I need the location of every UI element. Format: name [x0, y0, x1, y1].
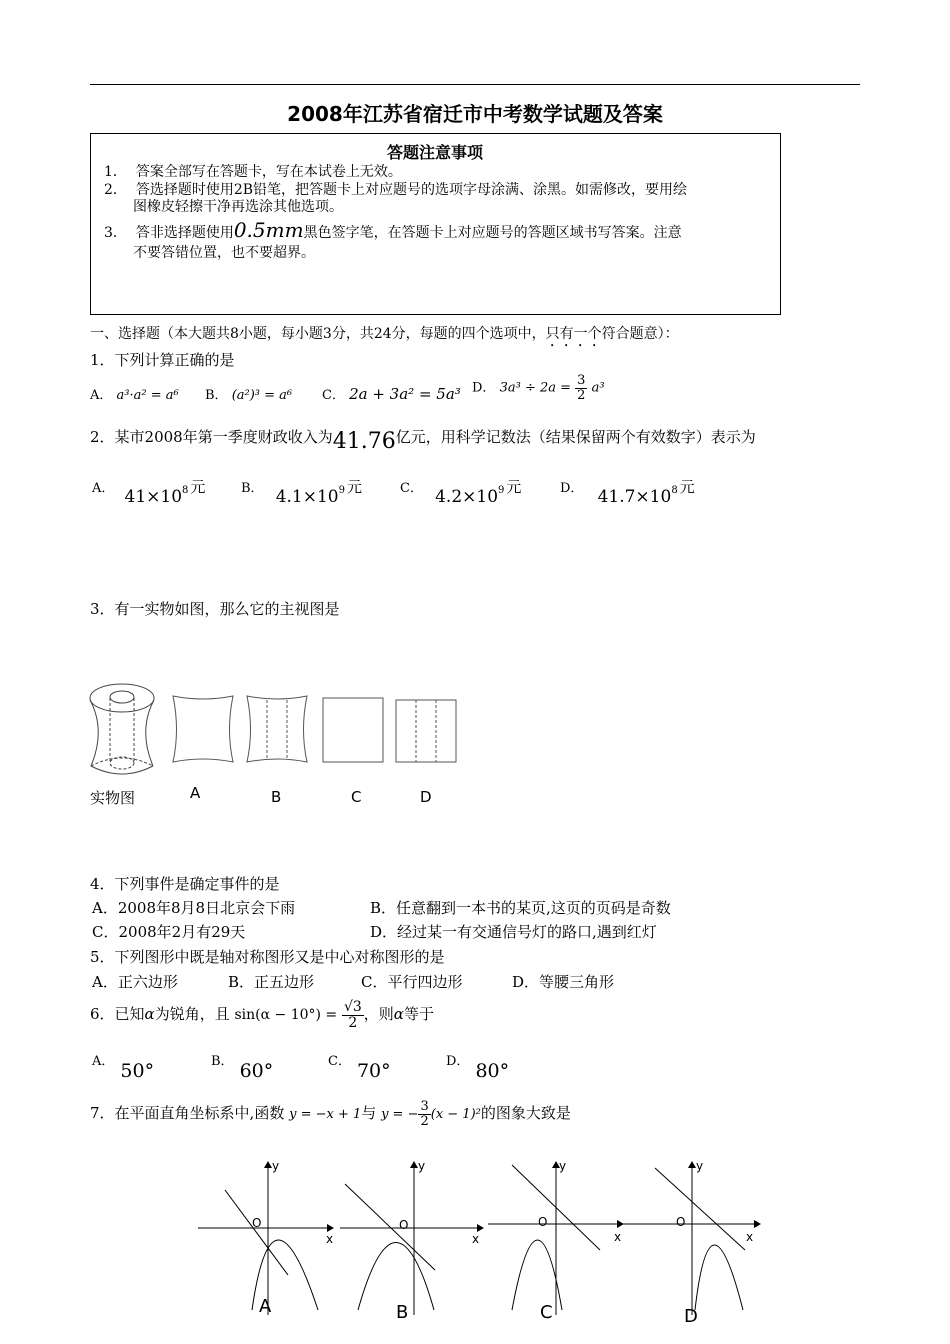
- notice-item-2-cont: 图橡皮轻擦干净再选涂其他选项。: [133, 199, 343, 215]
- q5-option-c: C．平行四边形: [361, 973, 463, 991]
- q3-label-a: A: [190, 784, 201, 802]
- notice-item-2: 2． 答选择题时使用2B铅笔，把答题卡上对应题号的选项字母涂满、涂黑。如需修改，要用绘: [104, 182, 688, 198]
- notice-item-3-cont: 不要答错位置，也不要超界。: [133, 245, 315, 261]
- section-heading: 一、选择题（本大题共8小题，每小题3分，共24分，每题的四个选项中，只有一个符合题意）：: [90, 326, 679, 342]
- q1-option-d: D． 3a³ ÷ 2a = $\frac{3}{2}$ a³: [472, 373, 605, 403]
- graph-a-x-label: x: [326, 1232, 334, 1246]
- graph-d-origin: O: [676, 1215, 686, 1229]
- q5-option-b: B．正五边形: [228, 973, 315, 991]
- q3-stem: 3．有一实物如图，那么它的主视图是: [90, 600, 340, 618]
- q7-stem: 7．在平面直角坐标系中,函数 y = −x + 1与 y = − $\frac{3}{2}$ (x − 1)²的图象大致是: [90, 1099, 571, 1129]
- q1-option-b: B． (a²)³ = a⁶: [205, 388, 293, 403]
- q2-option-c: C． $4.2\times 10^9$ 元: [400, 478, 522, 507]
- header-rule: [90, 84, 860, 85]
- q6-stem: 6．已知α为锐角，且 sin(α − 10°) = $\frac{√3}{2}$ ，则α等于: [90, 999, 434, 1031]
- q5-option-a: A．正六边形: [92, 973, 178, 991]
- graph-a-label: A: [259, 1296, 272, 1317]
- q7-graphs: [190, 1150, 780, 1330]
- q6-option-c: C． 70°: [328, 1054, 391, 1082]
- graph-d-label: D: [684, 1306, 698, 1327]
- q6-option-a: A． 50°: [92, 1054, 155, 1082]
- graph-a-y-label: y: [272, 1159, 280, 1173]
- view-option-b: [247, 696, 307, 762]
- q2-option-d: D． $41.7\times 10^8$ 元: [560, 478, 695, 507]
- q2-stem: 2．某市2008年第一季度财政收入为41.76亿元，用科学记数法（结果保留两个有效数字）表示为: [90, 428, 756, 454]
- q3-figures: [80, 670, 480, 785]
- q4-option-c: C．2008年2月有29天: [92, 923, 246, 941]
- q1-stem: 1．下列计算正确的是: [90, 351, 235, 369]
- graph-d-y-label: y: [696, 1159, 704, 1173]
- q4-option-d: D．经过某一有交通信号灯的路口,遇到红灯: [370, 923, 657, 941]
- q3-label-real: 实物图: [90, 789, 136, 807]
- view-option-c: [323, 698, 383, 762]
- view-option-d: [396, 700, 456, 762]
- graph-b-y-label: y: [418, 1159, 426, 1173]
- q5-option-d: D．等腰三角形: [512, 973, 615, 991]
- graph-b-x-label: x: [472, 1232, 480, 1246]
- graph-c: [488, 1162, 623, 1315]
- graph-a: [198, 1162, 333, 1315]
- q2-option-b: B． $4.1\times 10^9$ 元: [241, 478, 363, 507]
- graph-b-origin: O: [399, 1218, 409, 1232]
- graph-c-origin: O: [538, 1215, 548, 1229]
- q4-option-a: A．2008年8月8日北京会下雨: [92, 899, 296, 917]
- graph-c-label: C: [540, 1302, 553, 1323]
- graph-b-label: B: [396, 1302, 409, 1323]
- notice-heading: 答题注意事项: [386, 143, 483, 162]
- graph-c-x-label: x: [614, 1230, 622, 1244]
- graph-c-y-label: y: [559, 1159, 567, 1173]
- q5-stem: 5．下列图形中既是轴对称图形又是中心对称图形的是: [90, 948, 445, 966]
- notice-item-1: 1． 答案全部写在答题卡，写在本试卷上无效。: [104, 164, 402, 180]
- q4-stem: 4．下列事件是确定事件的是: [90, 875, 280, 893]
- notice-item-3: 3． 答非选择题使用0.5mm黑色签字笔，在答题卡上对应题号的答题区域书写答案。注意: [104, 218, 682, 242]
- q3-label-b: B: [271, 788, 282, 806]
- q4-option-b: B．任意翻到一本书的某页,这页的页码是奇数: [370, 899, 671, 917]
- real-object-figure: [90, 684, 154, 774]
- graph-b: [340, 1162, 483, 1315]
- graph-d: [622, 1162, 760, 1315]
- q6-option-b: B． 60°: [211, 1054, 274, 1082]
- q6-option-d: D． 80°: [446, 1054, 510, 1082]
- view-option-a: [173, 696, 233, 762]
- q1-option-a: A． a³·a² = a⁶: [90, 388, 179, 403]
- graph-a-origin: O: [252, 1216, 262, 1230]
- graph-d-x-label: x: [746, 1230, 754, 1244]
- q3-label-c: C: [351, 788, 362, 806]
- q2-option-a: A． $41\times 10^8$ 元: [92, 478, 206, 507]
- page-title: 2008年江苏省宿迁市中考数学试题及答案: [287, 102, 663, 126]
- q1-option-c: C． 2a + 3a² = 5a³: [322, 385, 461, 403]
- q3-label-d: D: [420, 788, 432, 806]
